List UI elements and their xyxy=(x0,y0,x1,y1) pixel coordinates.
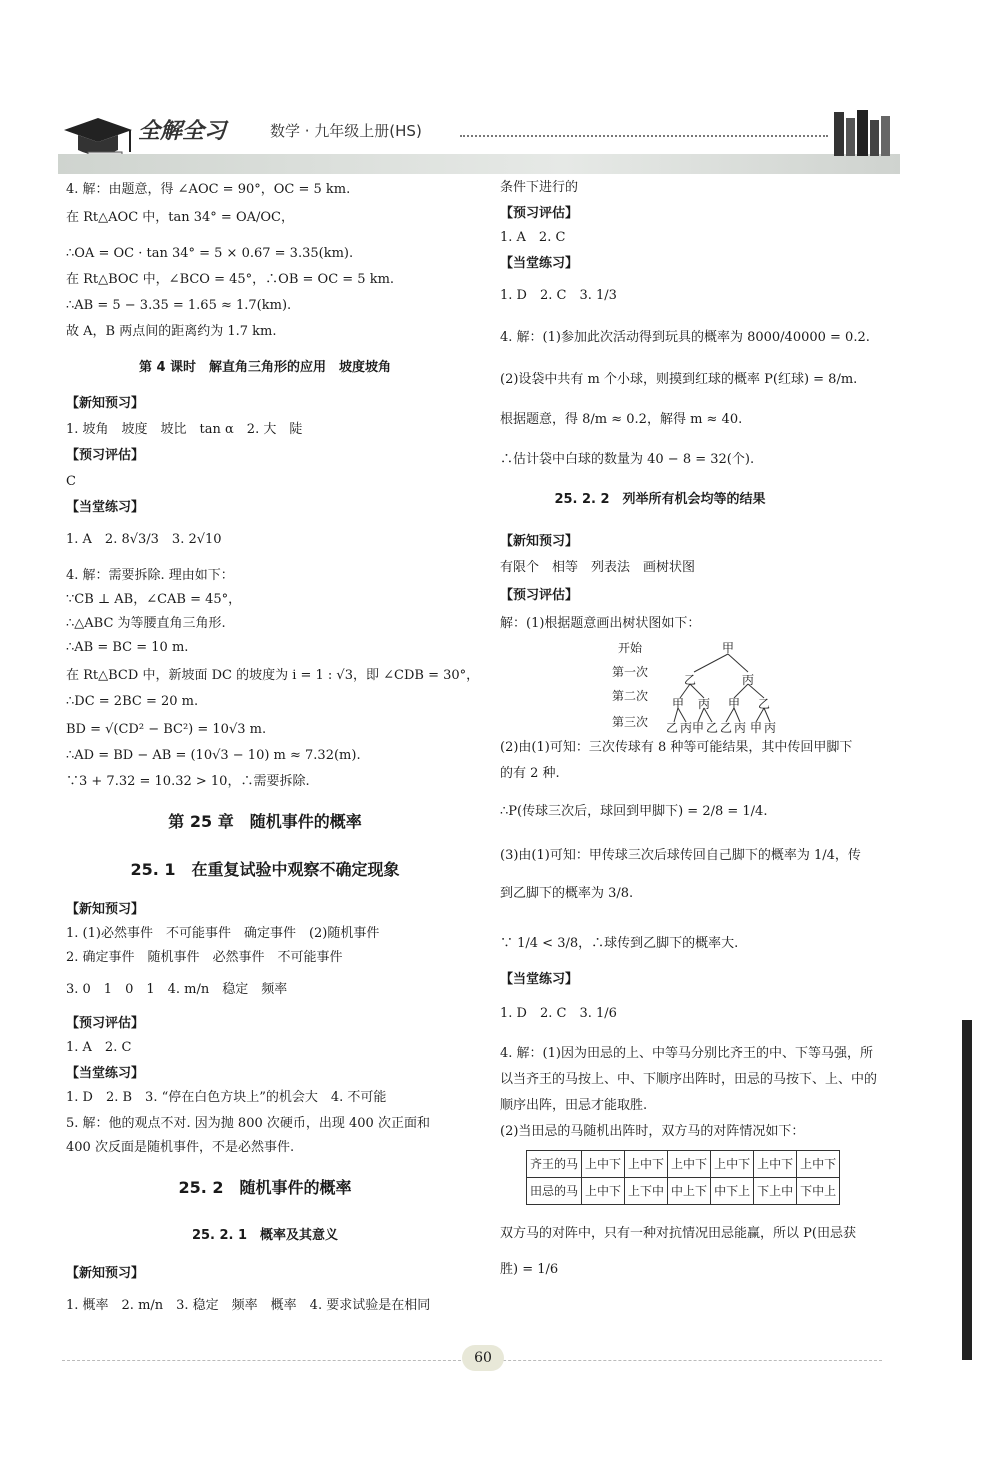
text-line: 2. 确定事件 随机事件 必然事件 不可能事件 xyxy=(66,950,343,965)
text-line: ∴P(传球三次后，球回到甲脚下) = 2/8 = 1/4. xyxy=(500,804,768,819)
page-header xyxy=(58,108,900,178)
scan-edge-shadow xyxy=(962,1020,972,1360)
text-line: ∴△ABC 为等腰直角三角形. xyxy=(66,616,226,631)
text-line: (3)由(1)可知：甲传球三次后球传回自己脚下的概率为 1/4，传 xyxy=(500,848,861,863)
text-line: ∵ 1/4 < 3/8，∴球传到乙脚下的概率大. xyxy=(500,936,739,951)
text-line: C xyxy=(66,474,76,489)
tree-node: 乙 xyxy=(706,721,719,735)
text-line: 双方马的对阵中，只有一种对抗情况田忌能赢，所以 P(田忌获 xyxy=(500,1226,856,1241)
text-line: 故 A，B 两点间的距离约为 1.7 km. xyxy=(66,324,277,339)
section-heading: 【新知预习】 xyxy=(66,902,145,917)
table-cell: 中上下 xyxy=(668,1178,711,1205)
text-line: (2)设袋中共有 m 个小球，则摸到红球的概率 P(红球) = 8/m. xyxy=(500,372,858,387)
book-subtitle: 数学 · 九年级上册(HS) xyxy=(270,122,422,140)
text-line: 顺序出阵，田忌才能取胜. xyxy=(500,1098,648,1113)
header-band xyxy=(58,154,900,174)
header-dotted-rule xyxy=(460,135,828,137)
text-line: ∴AB = BC = 10 m. xyxy=(66,640,189,655)
text-line: 1. A 2. C xyxy=(500,230,566,245)
text-line: 根据题意，得 8/m ≈ 0.2，解得 m ≈ 40. xyxy=(500,412,743,427)
tree-label: 第二次 xyxy=(612,689,649,703)
text-line: 在 Rt△AOC 中，tan 34° = OA/OC， xyxy=(66,210,294,225)
table-row xyxy=(527,1151,840,1178)
text-line: 4. 解：需要拆除. 理由如下： xyxy=(66,568,234,583)
table-cell: 上中下 xyxy=(582,1151,625,1178)
text-line: 的有 2 种. xyxy=(500,766,560,781)
tree-node: 乙 xyxy=(758,697,771,711)
tree-node: 丙 xyxy=(764,721,777,735)
table-cell: 上中下 xyxy=(625,1151,668,1178)
table-cell: 上中下 xyxy=(582,1178,625,1205)
tree-node: 丙 xyxy=(742,673,755,687)
page-number: 60 xyxy=(462,1345,504,1371)
text-line: 1. 坡角 坡度 坡比 tan α 2. 大 陡 xyxy=(66,422,303,437)
text-line: 以当齐王的马按上、中、下顺序出阵时，田忌的马按下、上、中的 xyxy=(500,1072,878,1087)
table-row xyxy=(527,1178,840,1205)
table-cell: 上下中 xyxy=(625,1178,668,1205)
tree-node: 甲 xyxy=(750,721,763,735)
table-cell: 上中下 xyxy=(668,1151,711,1178)
section-heading: 【当堂练习】 xyxy=(500,972,579,987)
tree-node: 甲 xyxy=(722,641,735,655)
text-line: ∵CB ⊥ AB，∠CAB = 45°， xyxy=(66,592,242,607)
text-line: ∴AB = 5 − 3.35 = 1.65 ≈ 1.7(km). xyxy=(66,298,292,313)
tree-node: 乙 xyxy=(720,721,733,735)
tree-node: 乙 xyxy=(684,673,697,687)
text-line: 在 Rt△BCD 中，新坡面 DC 的坡度为 i = 1 : √3，即 ∠CDB = 30°， xyxy=(66,668,480,683)
text-line: 1. (1)必然事件 不可能事件 确定事件 (2)随机事件 xyxy=(66,926,380,941)
tree-node: 丙 xyxy=(734,721,747,735)
text-line: (2)由(1)可知：三次传球有 8 种等可能结果，其中传回甲脚下 xyxy=(500,740,853,755)
text-line: 在 Rt△BOC 中，∠BCO = 45°，∴OB = OC = 5 km. xyxy=(66,272,395,287)
text-line: 4. 解：由题意，得 ∠AOC = 90°，OC = 5 km. xyxy=(66,182,351,197)
tree-node: 甲 xyxy=(728,697,741,711)
section-heading: 【新知预习】 xyxy=(66,1266,145,1281)
text-line: 5. 解：他的观点不对. 因为抛 800 次硬币，出现 400 次正面和 xyxy=(66,1116,430,1131)
table-cell: 齐王的马 xyxy=(527,1151,582,1178)
section-heading: 【预习评估】 xyxy=(500,588,579,603)
section-title: 25. 1 在重复试验中观察不确定现象 xyxy=(130,860,400,879)
text-line: ∵3 + 7.32 = 10.32 > 10，∴需要拆除. xyxy=(66,774,310,789)
tree-node: 丙 xyxy=(680,721,693,735)
text-line: 1. D 2. C 3. 1/6 xyxy=(500,1006,617,1021)
table-cell: 下中上 xyxy=(797,1178,840,1205)
tree-node: 甲 xyxy=(672,697,685,711)
text-line: ∴OA = OC · tan 34° = 5 × 0.67 = 3.35(km). xyxy=(66,246,354,261)
books-icon xyxy=(832,108,892,158)
tree-node: 乙 xyxy=(666,721,679,735)
tree-node: 甲 xyxy=(692,721,705,735)
section-title: 25. 2 随机事件的概率 xyxy=(178,1178,352,1197)
section-heading: 【新知预习】 xyxy=(500,534,579,549)
text-line: 1. A 2. C xyxy=(66,1040,132,1055)
section-heading: 【当堂练习】 xyxy=(66,500,145,515)
probability-tree-diagram xyxy=(612,640,818,736)
text-line: 4. 解：(1)因为田忌的上、中等马分别比齐王的中、下等马强，所 xyxy=(500,1046,873,1061)
section-heading: 【当堂练习】 xyxy=(66,1066,145,1081)
text-line: ∴DC = 2BC = 20 m. xyxy=(66,694,199,709)
text-line: 400 次反面是随机事件，不是必然事件. xyxy=(66,1140,295,1155)
text-line: 3. 0 1 0 1 4. m/n 稳定 频率 xyxy=(66,982,288,997)
text-line: 到乙脚下的概率为 3/8. xyxy=(500,886,634,901)
table-cell: 上中下 xyxy=(754,1151,797,1178)
section-heading: 【新知预习】 xyxy=(66,396,145,411)
tree-label: 第一次 xyxy=(612,665,649,679)
text-line: 有限个 相等 列表法 画树状图 xyxy=(500,560,696,575)
section-heading: 【当堂练习】 xyxy=(500,256,579,271)
horse-matchup-table xyxy=(526,1150,840,1205)
text-line: 解：(1)根据题意画出树状图如下： xyxy=(500,616,701,631)
subsection-title: 25. 2. 1 概率及其意义 xyxy=(191,1228,339,1243)
table-cell: 上中下 xyxy=(797,1151,840,1178)
tree-label: 开始 xyxy=(618,641,643,655)
tree-label: 第三次 xyxy=(612,715,649,729)
text-line: 1. A 2. 8√3/3 3. 2√10 xyxy=(66,532,222,547)
table-cell: 下上中 xyxy=(754,1178,797,1205)
text-line: (2)当田忌的马随机出阵时，双方马的对阵情况如下： xyxy=(500,1124,805,1139)
text-line: 胜) = 1/6 xyxy=(500,1262,559,1277)
section-heading: 【预习评估】 xyxy=(66,1016,145,1031)
subsection-title: 25. 2. 2 列举所有机会均等的结果 xyxy=(554,492,766,507)
text-line: ∴AD = BD − AB = (10√3 − 10) m ≈ 7.32(m). xyxy=(66,748,361,763)
chapter-title: 第 25 章 随机事件的概率 xyxy=(168,812,362,831)
section-heading: 【预习评估】 xyxy=(500,206,579,221)
table-cell: 上中下 xyxy=(711,1151,754,1178)
table-cell: 中下上 xyxy=(711,1178,754,1205)
text-line: BD = √(CD² − BC²) = 10√3 m. xyxy=(66,722,267,737)
lesson-title: 第 4 课时 解直角三角形的应用 坡度坡角 xyxy=(138,360,392,375)
text-line: 条件下进行的 xyxy=(500,180,579,195)
text-line: ∴估计袋中白球的数量为 40 − 8 = 32(个). xyxy=(500,452,755,467)
brand-logo: 全解全习 xyxy=(138,119,227,144)
text-line: 1. D 2. B 3. “停在白色方块上”的机会大 4. 不可能 xyxy=(66,1090,387,1105)
text-line: 1. 概率 2. m/n 3. 稳定 频率 概率 4. 要求试验是在相同 xyxy=(66,1298,431,1313)
table-cell: 田忌的马 xyxy=(527,1178,582,1205)
section-heading: 【预习评估】 xyxy=(66,448,145,463)
tree-node: 丙 xyxy=(698,697,711,711)
text-line: 4. 解：(1)参加此次活动得到玩具的概率为 8000/40000 = 0.2. xyxy=(500,330,870,345)
text-line: 1. D 2. C 3. 1/3 xyxy=(500,288,617,303)
